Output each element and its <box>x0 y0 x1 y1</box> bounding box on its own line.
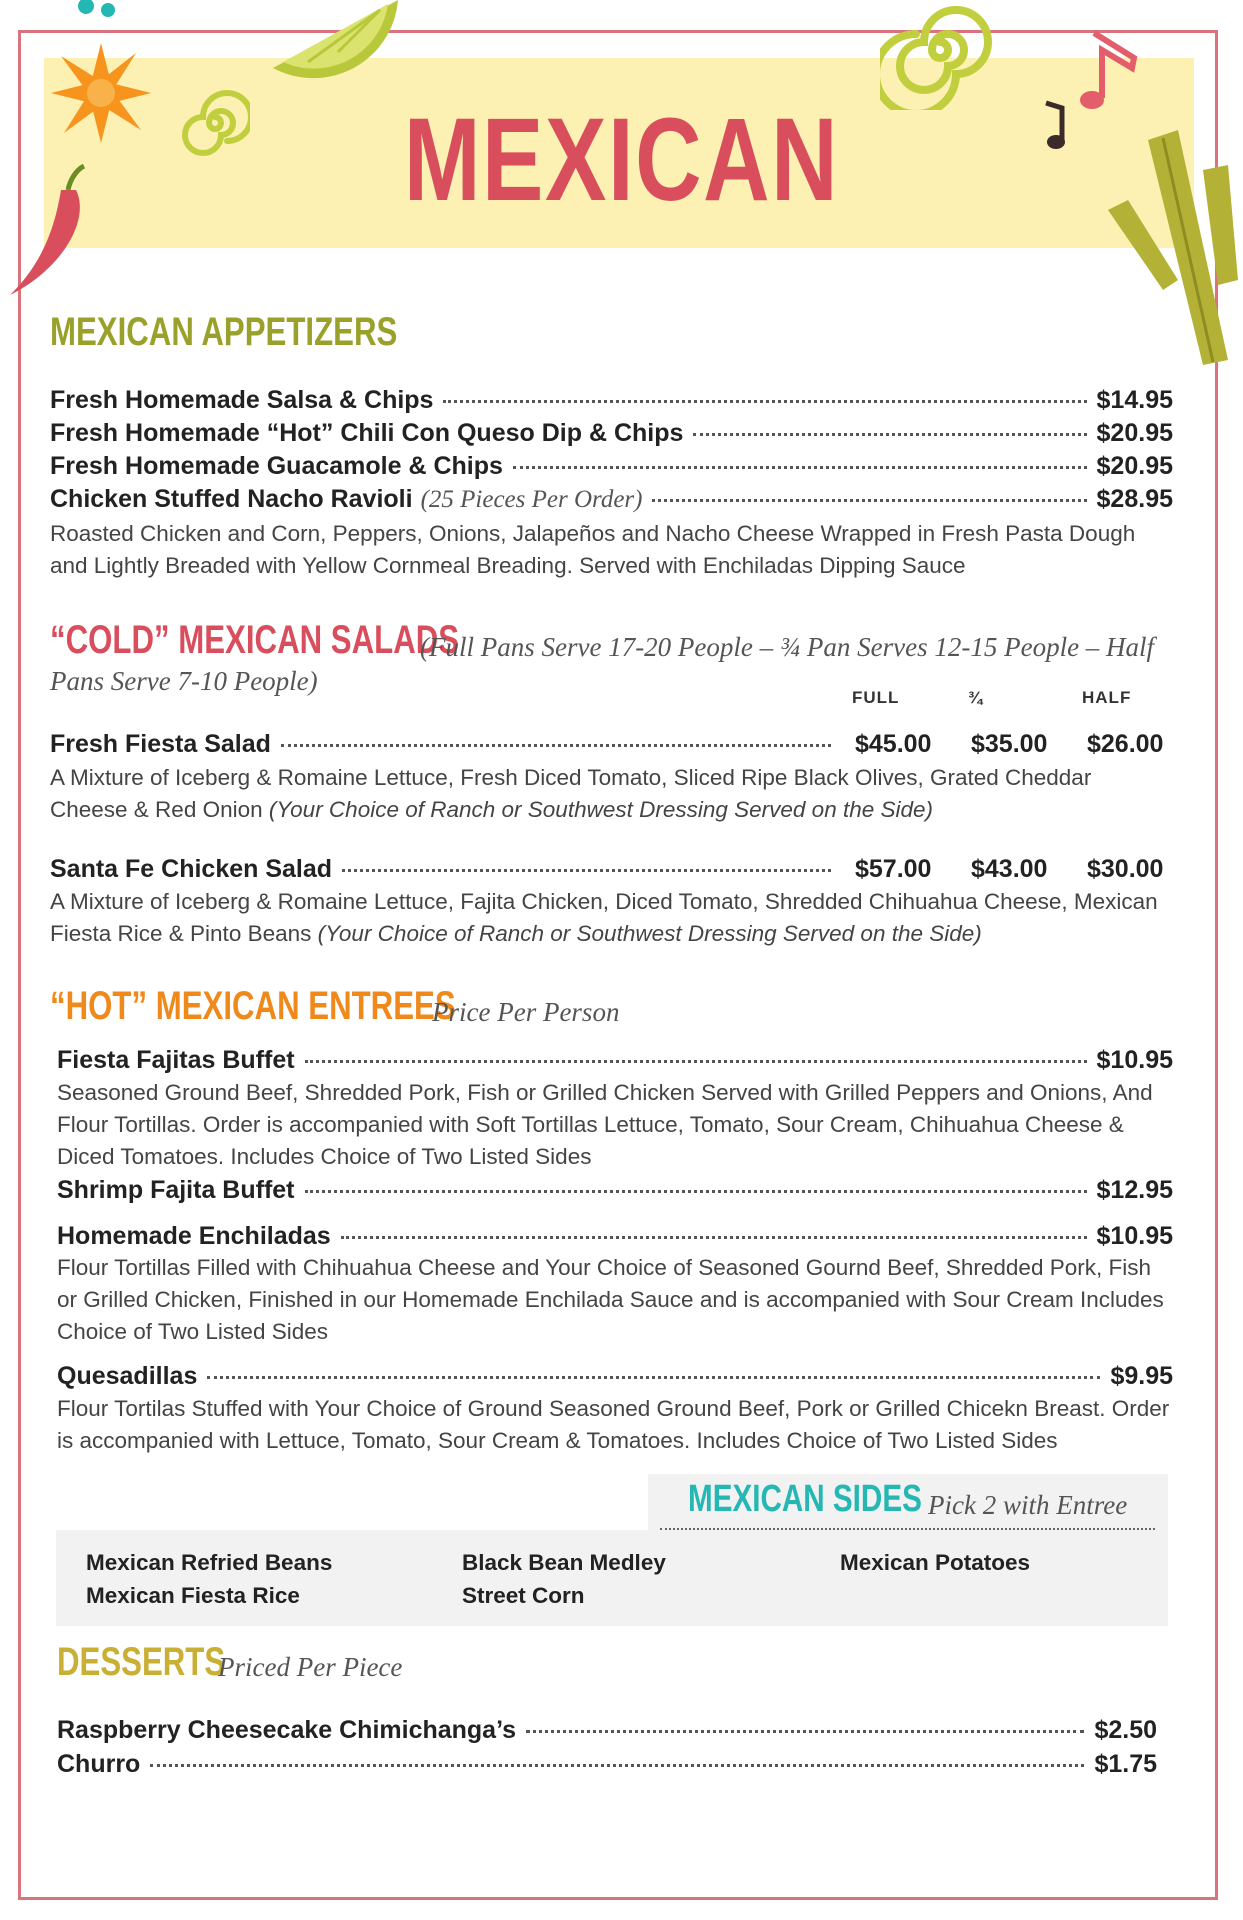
side-item: Mexican Potatoes <box>840 1550 1031 1575</box>
entrees-heading: “HOT” MEXICAN ENTREES <box>50 984 456 1028</box>
item-name: Homemade Enchiladas <box>57 1222 331 1250</box>
dot-leader <box>341 1236 1087 1239</box>
item-prices <box>855 855 1173 884</box>
desc-text: A Mixture of Iceberg & Romaine Lettuce, Fajita Chicken, Diced Tomato, Shredded Chihuahua Cheese, Mexican Fiesta Rice & Pinto Beans <box>50 889 1158 946</box>
item-price: $20.95 <box>1096 419 1173 447</box>
item-name: Fresh Fiesta Salad <box>50 730 271 758</box>
price-full: $45.00 <box>855 730 932 758</box>
item-name: Santa Fe Chicken Salad <box>50 855 333 883</box>
item-name: Raspberry Cheesecake Chimichanga’s <box>57 1716 517 1744</box>
chili-pepper-icon <box>6 160 96 300</box>
price-three-quarter: $35.00 <box>971 730 1048 758</box>
salads-note-line2: Pans Serve 7-10 People) <box>50 666 318 696</box>
col-header-half: HALF <box>1082 688 1132 707</box>
side-item: Street Corn <box>462 1583 585 1608</box>
menu-item-row <box>57 1176 1173 1205</box>
item-price: $10.95 <box>1096 1222 1173 1250</box>
dot-leader <box>652 499 1086 502</box>
col-header-full: FULL <box>852 688 900 707</box>
item-price: $9.95 <box>1110 1362 1173 1390</box>
dot-leader <box>526 1730 1084 1733</box>
item-price: $2.50 <box>1094 1716 1157 1744</box>
menu-item-row <box>57 1046 1173 1075</box>
dot-leader <box>342 869 831 872</box>
price-full: $57.00 <box>855 855 932 883</box>
item-description: Flour Tortillas Filled with Chihuahua Cheese and Your Choice of Seasoned Gournd Beef, Shredded Pork, Fish or Grilled Chicken, Finished in our Homemade Enchilada Sauce and is accompanied with Sour Cream Includes Choice of Two Listed Sides <box>57 1255 1164 1344</box>
menu-item-row <box>50 485 1173 514</box>
sides-title-row <box>660 1478 1155 1530</box>
menu-item-row <box>50 730 1173 759</box>
salads-heading <box>50 618 459 663</box>
item-note: (25 Pieces Per Order) <box>420 486 643 513</box>
item-name: Churro <box>57 1750 141 1778</box>
item-name-text: Chicken Stuffed Nacho Ravioli <box>50 485 413 513</box>
page-title: MEXICAN <box>403 94 840 226</box>
entrees-note: Price Per Person <box>432 997 620 1027</box>
menu-item-row <box>57 1716 1157 1745</box>
desserts-note: Priced Per Piece <box>218 1652 403 1682</box>
item-name: Fresh Homemade Guacamole & Chips <box>50 452 503 480</box>
menu-item-row <box>57 1750 1157 1779</box>
dot-leader <box>693 433 1086 436</box>
salads-heading-text: “COLD” MEXICAN SALADS <box>50 618 460 662</box>
dot-leader <box>305 1190 1087 1193</box>
item-price: $10.95 <box>1096 1046 1173 1074</box>
sides-heading: MEXICAN SIDES <box>688 1478 922 1520</box>
item-description <box>50 762 1165 826</box>
menu-item-row <box>57 1362 1173 1391</box>
menu-item-row <box>50 419 1173 448</box>
desserts-heading: DESSERTS <box>57 1640 226 1684</box>
sides-box <box>56 1530 1168 1626</box>
menu-item-row <box>57 1222 1173 1251</box>
item-price: $14.95 <box>1096 386 1173 414</box>
dot-leader <box>150 1764 1084 1767</box>
side-item: Black Bean Medley <box>462 1550 666 1575</box>
menu-item-row <box>50 855 1173 884</box>
item-prices <box>855 730 1173 759</box>
cactus-icon <box>1108 130 1243 370</box>
item-name: Fresh Homemade Salsa & Chips <box>50 386 434 414</box>
item-name: Shrimp Fajita Buffet <box>57 1176 295 1204</box>
desc-note: (Your Choice of Ranch or Southwest Dressing Served on the Side) <box>268 797 934 822</box>
side-item: Mexican Refried Beans <box>86 1550 333 1575</box>
sides-note: Pick 2 with Entree <box>928 1490 1128 1520</box>
dot-leader <box>305 1060 1087 1063</box>
menu-item-row <box>50 452 1173 481</box>
appetizers-heading: MEXICAN APPETIZERS <box>50 310 398 354</box>
item-name: Fresh Homemade “Hot” Chili Con Queso Dip & Chips <box>50 419 684 447</box>
dot-leader <box>281 744 831 747</box>
dot-leader <box>443 400 1086 403</box>
desc-text: A Mixture of Iceberg & Romaine Lettuce, Fresh Diced Tomato, Sliced Ripe Black Olives, Grated Cheddar Cheese & Red Onion <box>50 765 1092 822</box>
dot-leader <box>513 466 1087 469</box>
item-price: $1.75 <box>1094 1750 1157 1778</box>
item-description: Roasted Chicken and Corn, Peppers, Onions, Jalapeños and Nacho Cheese Wrapped in Fresh Pasta Dough and Lightly Breaded with Yellow Cornmeal Breading. Served with Enchiladas Dipping Sauce <box>50 521 1136 578</box>
price-three-quarter: $43.00 <box>971 855 1048 883</box>
item-name: Fiesta Fajitas Buffet <box>57 1046 295 1074</box>
side-item: Mexican Fiesta Rice <box>86 1583 300 1608</box>
item-description <box>50 886 1165 950</box>
desc-note: (Your Choice of Ranch or Southwest Dressing Served on the Side) <box>317 921 982 946</box>
col-header-three-quarter: ¾ <box>968 688 984 707</box>
item-name: Quesadillas <box>57 1362 198 1390</box>
item-description: Flour Tortilas Stuffed with Your Choice of Ground Seasoned Ground Beef, Pork or Grilled Chicekn Breast. Order is accompanied with Lettuce, Tomato, Sour Cream & Tomatoes. Includes Choice of Two Listed Sides <box>57 1396 1170 1453</box>
item-description: Seasoned Ground Beef, Shredded Pork, Fish or Grilled Chicken Served with Grilled Peppers and Onions, And Flour Tortillas. Order is accompanied with Soft Tortillas Lettuce, Tomato, Sour Cream, Chihuahua Cheese & Diced Tomatoes. Includes Choice of Two Listed Sides <box>57 1080 1153 1169</box>
item-price: $20.95 <box>1096 452 1173 480</box>
dot-leader <box>207 1376 1100 1379</box>
item-price: $12.95 <box>1096 1176 1173 1204</box>
price-half: $26.00 <box>1087 730 1164 758</box>
item-price: $28.95 <box>1096 485 1173 513</box>
menu-item-row <box>50 386 1173 415</box>
salads-note-line1: (Full Pans Serve 17-20 People – ¾ Pan Serves 12-15 People – Half <box>420 632 1155 662</box>
lime-icon <box>268 0 403 90</box>
item-name <box>50 485 642 514</box>
price-half: $30.00 <box>1087 855 1164 883</box>
water-drop-icon <box>76 0 126 26</box>
